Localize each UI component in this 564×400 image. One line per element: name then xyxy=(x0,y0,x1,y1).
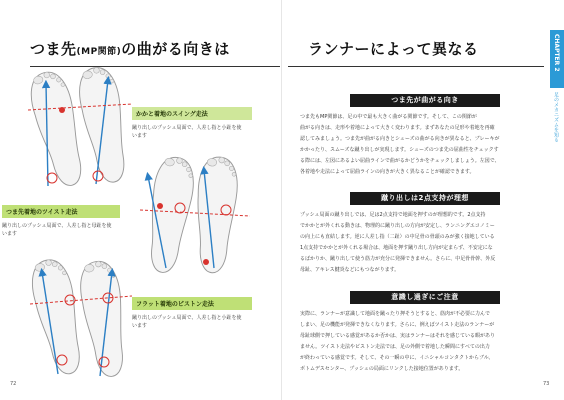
body-line: が終わっている感覚です。そして、その一瞬の中に、イニシャルコンタクトからブル、 xyxy=(300,355,494,361)
body-line: る際には、左図にあるよい屈曲ラインで曲がるかどうかをチェックしましょう。左図で、 xyxy=(300,158,500,164)
body-line: かかったり、スムーズな蹴り出しが実現します。シューズのつま先の屈曲性をチェックす xyxy=(300,147,499,153)
section-body-overconscious xyxy=(300,309,552,375)
headline-small: (MP関節) xyxy=(76,47,122,57)
section-body-bend-direction xyxy=(300,112,552,178)
caption-line: 蹴り出しのプッシュ局面で、人差し指と小趾を使 xyxy=(132,315,242,321)
caption-line: 蹴り出しのプッシュ局面で、人差し指と母趾を使 xyxy=(2,223,112,229)
body-line: 1点支持でかかとが外くれる場合は、地面を押す蹴り出し方向が定まらず、不安定にな xyxy=(300,245,493,251)
body-line: でかかとが外くれる動きは、物理的に蹴り出しの方向が安定し、ランニングエコノミー xyxy=(300,223,495,229)
body-line: 認してみましょう。つま先が曲がる向きとシューズの曲がる向きが異なると、ブレーキが xyxy=(300,136,500,142)
body-line: の向上にも直結します。逆に人差し指（二趾）の中足骨の骨頭のみが強く接地している xyxy=(300,234,495,240)
piston-foot-pair xyxy=(27,256,132,379)
chapter-subtitle: 足のメカニズムを知る xyxy=(553,92,559,142)
body-line: るばかりか、蹴り出して使う筋力が充分に発揮できません。さらに、中足骨骨幹、外反 xyxy=(300,256,496,262)
caption-twist-title: つま先着地のツイスト走法 xyxy=(2,205,120,218)
page-number-left: 72 xyxy=(10,381,17,387)
section-title-bend-direction: つま先が曲がる向き xyxy=(350,94,500,107)
right-headline: ランナーによって異なる xyxy=(308,40,479,58)
right-rule xyxy=(288,66,544,67)
caption-line: います xyxy=(132,323,148,329)
body-line: ません。ツイスト走法やピストン走法では、足の外側で着地した瞬間にすべての出力 xyxy=(300,344,490,350)
caption-line: います xyxy=(132,133,148,139)
body-line: 実際に、ランナーが意識して地面を蹴ったり押そうとすると、筋肉が不必要に力んで xyxy=(300,311,491,317)
caption-swing-title: かかと着地のスイング走法 xyxy=(132,107,252,120)
section-title-overconscious: 意識し過ぎにご注意 xyxy=(350,291,500,304)
headline-rest: の曲がる向きは xyxy=(121,40,230,58)
twist-foot-pair xyxy=(140,155,250,275)
caption-line: います xyxy=(2,231,18,237)
caption-twist xyxy=(2,205,120,238)
caption-swing xyxy=(132,107,252,140)
caption-line: 蹴り出しのプッシュ局面で、人差し指と小趾を使 xyxy=(132,125,242,131)
body-line: しまい、足の機能が発揮できなくなります。さらに、例えばツイスト走法のランナーが xyxy=(300,322,495,328)
caption-twist-body xyxy=(2,218,120,238)
body-line: 母趾、アキレス腱炎などにもつながります。 xyxy=(300,267,400,273)
chapter-tab xyxy=(550,30,564,88)
headline-main: つま先 xyxy=(30,40,77,58)
caption-piston-body xyxy=(132,310,252,330)
caption-swing-body xyxy=(132,120,252,140)
body-line: 曲がる向きは、走形や着地によって大きく変わります。まずあなたの足形や着地を再確 xyxy=(300,125,495,131)
section-title-two-point-support: 蹴り出しは2点支持が理想 xyxy=(350,192,500,205)
chapter-tab-label: CHAPTER 2 xyxy=(553,34,560,72)
body-line: プッシュ局面の蹴り出しでは、足は2点支持で地面を押すのが理想的です。2点支持 xyxy=(300,212,486,218)
body-line: 各着地や走法によって屈曲ラインの向きが大きく異なることが確認できます。 xyxy=(300,169,475,175)
caption-piston xyxy=(132,297,252,330)
body-line: ボトムデスセンター、プッシュの局面にリンクした接地位置があります。 xyxy=(300,366,464,372)
swing-foot-pair xyxy=(25,65,133,190)
page-number-right: 73 xyxy=(543,381,550,387)
body-line: つま先もMP関節は、足の中で最も大きく曲がる関節です。そして、この関節が xyxy=(300,114,477,120)
section-body-two-point-support xyxy=(300,210,552,276)
body-line: 母趾球側で押している感覚があるか否かは、実はランナーはそれを感じている暇があり xyxy=(300,333,496,339)
caption-piston-title: フラット着地のピストン走法 xyxy=(132,297,252,310)
